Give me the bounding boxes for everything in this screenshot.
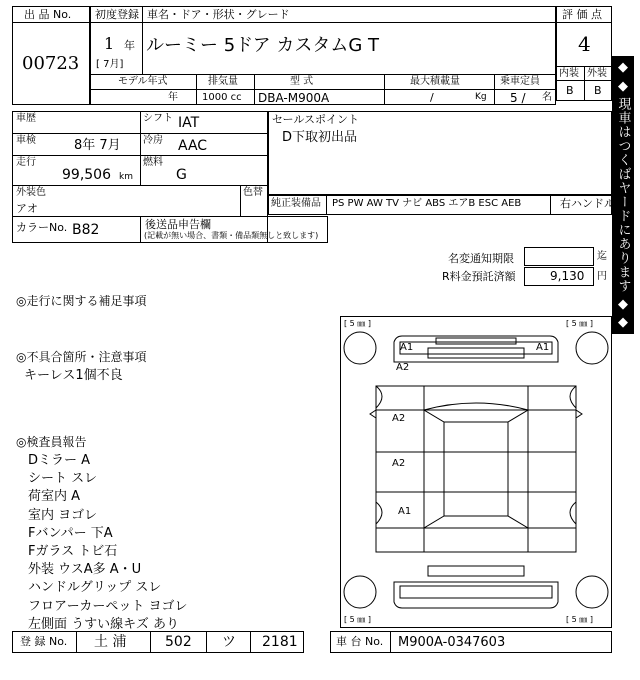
interior-label: 内装 [559,68,579,79]
wheel-rear-left [344,576,376,608]
damage-mark: A2 [392,413,406,424]
registration-month: [ 7月] [96,59,124,70]
ac-label: 冷房 [143,135,163,146]
lot-number: 00723 [22,53,80,74]
chassis-number: M900A-0347603 [398,635,506,650]
diamond-icon: ◆ [618,78,628,94]
diamond-icon: ◆ [618,296,628,312]
max-load-label: 最大積載量 [410,76,460,87]
driving-notes-title: ◎走行に関する補足事項 [16,294,147,308]
registration-place: 土 浦 [94,634,127,650]
registration-number-label: 登 録 No. [20,635,68,648]
displacement-label: 排気量 [208,76,238,87]
inspector-report-title: ◎検査員報告 [16,435,87,449]
score-label: 評 価 点 [562,8,602,21]
fuel-label: 燃料 [143,157,163,168]
mileage: 99,506 [62,167,111,183]
inspector-report-line: ハンドルグリップ スレ [28,580,162,596]
defects-title: ◎不具合箇所・注意事項 [16,350,147,364]
tire-label-rear-left: [ 5 ㎜ ] [344,615,371,624]
history-label: 車歴 [16,113,36,124]
capacity: 5 / [510,91,526,105]
type-label: 型 式 [290,76,314,87]
inspection-value: 8年 7月 [74,138,121,153]
tire-label-front-left: [ 5 ㎜ ] [344,319,371,328]
displacement: 1000 cc [202,92,242,103]
name-change-deadline-box [524,247,594,266]
registration-year-unit: 年 [124,39,135,52]
inspector-report-line: 荷室内 A [28,489,81,505]
inspector-report-line: フロアーカーペット ヨゴレ [28,598,188,614]
damage-mark: A2 [396,362,410,373]
windshield [424,403,528,422]
rear-window [424,516,528,528]
equipment-label: 純正装備品 [271,198,321,209]
first-registration-label: 初度登録 [95,8,139,21]
score: 4 [578,32,591,56]
load-unit: Kg [475,92,487,102]
deadline-suffix: 迄 [597,251,607,262]
mileage-label: 走行 [16,157,36,168]
equipment: PS PW AW TV ナビ ABS エアB ESC AEB [332,198,522,209]
chassis-number-label: 車 台 No. [336,635,384,648]
defect-line: キーレス1個不良 [24,368,123,383]
diamond-icon: ◆ [618,315,628,330]
car-damage-diagram [340,316,612,628]
fuel: G [176,167,187,183]
damage-mark: A1 [398,506,412,517]
registration-serial: 2181 [262,634,298,650]
inspection-label: 車検 [16,135,36,146]
damage-mark: A1 [536,342,550,353]
car-name: ルーミー 5ドア カスタムG T [146,35,380,56]
exterior-label: 外装 [587,68,607,79]
yard-location-text: 現車はつくばヤードにあります [615,97,631,293]
inspector-report-line: Fバンパー 下A [28,525,113,541]
diamond-icon: ◆ [618,60,628,75]
load-slash: / [430,91,434,104]
wheel-rear-right [576,576,608,608]
mileage-unit: km [119,172,133,182]
color-no: B82 [72,222,100,238]
inspector-report-line: Fガラス トビ石 [28,544,118,559]
lot-number-label: 出 品 No. [24,8,72,21]
inspector-report-line: 外装 ウスA多 A・U [28,562,142,578]
later-items-note: (記載が無い場合、書類・備品類無しと致します) [144,231,319,240]
sales-point: D下取初出品 [282,130,358,145]
car-name-label: 車名・ドア・形状・グレード [147,8,290,21]
exterior-grade: B [594,84,602,97]
wheel-front-left [344,332,376,364]
inspector-report-line: 室内 ヨゴレ [28,507,98,523]
recycle-fee-unit: 円 [597,271,607,282]
damage-mark: A1 [400,342,414,353]
tire-label-front-right: [ 5 ㎜ ] [566,319,593,328]
shift: IAT [178,115,200,131]
roof [444,422,508,516]
recycle-fee-label: R料金預託済額 [442,270,516,283]
color-label: 外装色 [16,187,46,198]
repaint-label: 色替 [243,187,263,198]
yard-location-banner [612,56,634,334]
name-change-deadline-label: 名変通知期限 [448,252,514,265]
color-no-label: カラーNo. [16,221,68,234]
registration-kana: ツ [222,634,236,650]
steering-side: 右ハンドル [560,197,615,210]
interior-grade: B [566,84,574,97]
inspector-report-line: シート スレ [28,471,98,487]
model-year-label: モデル年式 [118,76,168,87]
model-type: DBA-M900A [258,91,330,105]
registration-year: 1 [104,34,115,53]
wheel-front-right [576,332,608,364]
shift-label: シフト [143,113,173,124]
ac: AAC [178,138,208,154]
tire-label-rear-right: [ 5 ㎜ ] [566,615,593,624]
sales-point-label: セールスポイント [272,113,360,126]
damage-mark: A2 [392,458,406,469]
capacity-label: 乗車定員 [500,76,540,87]
later-items-label: 後送品申告欄 [145,218,211,231]
capacity-unit: 名 [542,92,552,103]
recycle-fee: 9,130 [550,269,585,283]
registration-class: 502 [165,634,192,650]
color: アオ [16,202,38,215]
inspector-report-line: 左側面 うすい線キズ あり [28,616,180,632]
inspector-report-line: Dミラー A [28,453,91,468]
top-view-body [376,386,576,552]
model-year-unit: 年 [168,92,178,103]
